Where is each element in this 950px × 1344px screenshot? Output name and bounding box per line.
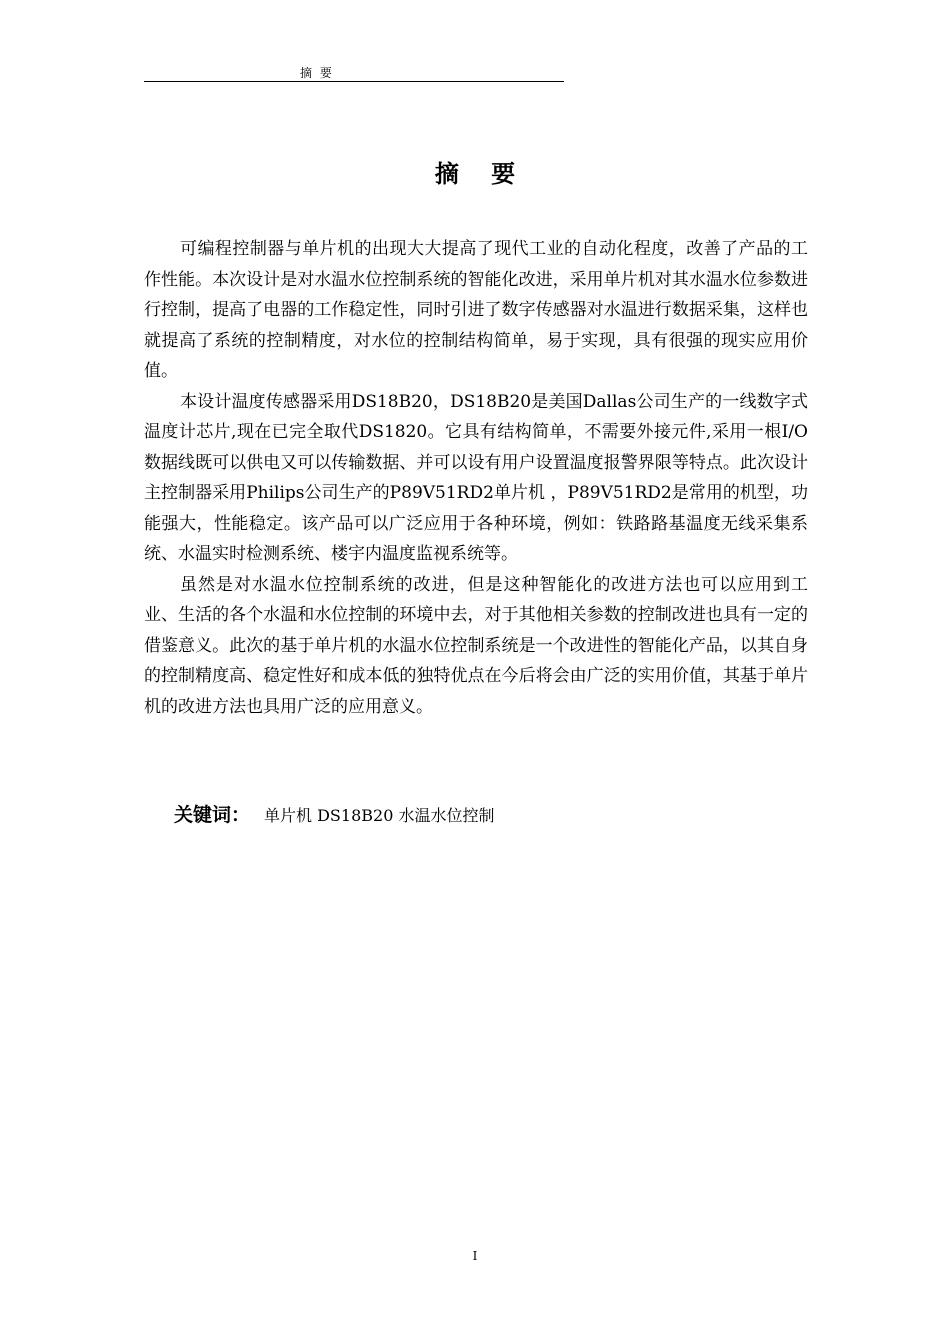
keywords-line bbox=[174, 800, 494, 831]
running-header bbox=[144, 64, 564, 82]
page-number: I bbox=[472, 1249, 478, 1263]
keywords-label: 关键词： bbox=[174, 804, 251, 826]
running-header-title: 摘 要 bbox=[300, 66, 334, 80]
abstract-paragraph-3: 虽然是对水温水位控制系统的改进，但是这种智能化的改进方法也可以应用到工业、生活的各个水温和水位控制的环境中去，对于其他相关参数的控制改进也具有一定的借鉴意义。此次的基于单片机的水温水位控制系统是一个改进性的智能化产品，以其自身的控制精度高、稳定性好和成本低的独特优点在今后将会由广泛的实用价值，其基于单片机的改进方法也具用广泛的应用意义。 bbox=[144, 574, 808, 717]
keywords-values: 单片机 DS18B20 水温水位控制 bbox=[264, 806, 495, 825]
page-title: 摘 要 bbox=[434, 160, 528, 188]
abstract-body bbox=[144, 234, 808, 722]
abstract-paragraph-1: 可编程控制器与单片机的出现大大提高了现代工业的自动化程度，改善了产品的工作性能。本次设计是对水温水位控制系统的智能化改进，采用单片机对其水温水位参数进行控制，提高了电器的工作稳定性，同时引进了数字传感器对水温进行数据采集，这样也就提高了系统的控制精度，对水位的控制结构简单，易于实现，具有很强的现实应用价值。 bbox=[144, 239, 808, 381]
abstract-paragraph-2: 本设计温度传感器采用DS18B20，DS18B20是美国Dallas公司生产的一线数字式温度计芯片,现在已完全取代DS1820。它具有结构简单，不需要外接元件,采用一根I/O数据线既可以供电又可以传输数据、并可以设有用户设置温度报警界限等特点。此次设计主控制器采用Philips公司生产的P89V51RD2单片机 ，P89V51RD2是常用的机型，功能强大，性能稳定。该产品可以广泛应用于各种环境，例如：铁路路基温度无线采集系统、水温实时检测系统、楼宇内温度监视系统等。 bbox=[144, 391, 808, 564]
